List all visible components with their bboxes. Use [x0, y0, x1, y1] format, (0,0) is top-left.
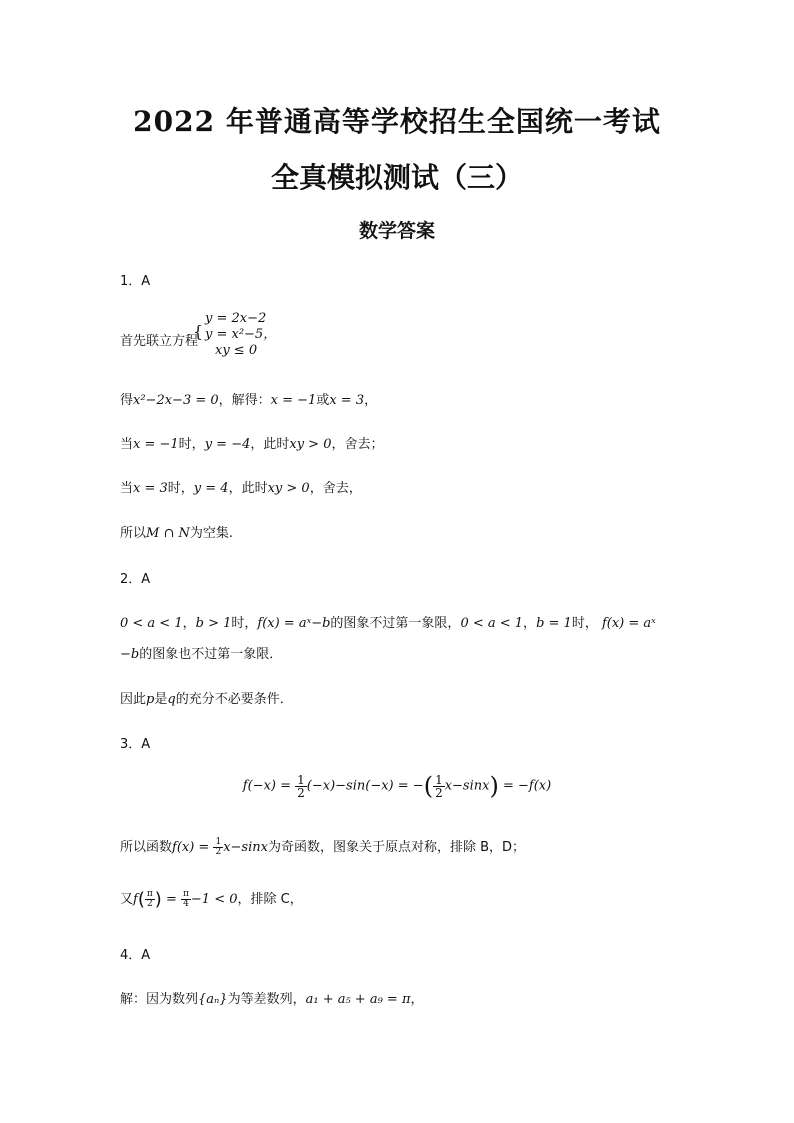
q1-line-4: 所以M ∩ N为空集.	[120, 526, 233, 541]
q1-number: 1．A	[120, 274, 151, 289]
q2-line-1: 0 < a < 1，b > 1时，f(x) = aˣ−b的图象不过第一象限，0 < a < 1，b = 1时， f(x) = aˣ	[120, 616, 656, 631]
q3-line-2: 又f( $\frac{\pi}{2}$ ) = $\frac{\pi}{4}$ −1 < 0，排除 C，	[120, 889, 303, 910]
q2-line-3: 因此p是q的充分不必要条件．	[120, 692, 293, 707]
q4-number: 4．A	[120, 948, 151, 963]
q4-line-1: 解：因为数列{aₙ}为等差数列，a₁ + a₅ + a₉ = π，	[120, 992, 424, 1007]
system-eq-1: y = 2x−2	[205, 311, 267, 326]
fraction-pi-half: $\frac{\pi}{2}$	[146, 889, 153, 909]
q1-line-2: 当x = −1时，y = −4，此时xy > 0，舍去；	[120, 437, 384, 452]
fraction-pi-quarter: $\frac{\pi}{4}$	[182, 889, 189, 909]
system-brace: {	[193, 322, 204, 341]
exam-subtitle: 全真模拟测试（三）	[270, 161, 523, 194]
q1-line-1: 得x²−2x−3 = 0，解得：x = −1或x = 3，	[120, 393, 378, 408]
fraction-half-2: $\frac{1}{2}$	[435, 772, 443, 800]
fraction-half-3: $\frac{1}{2}$	[215, 837, 222, 857]
system-eq-3: xy ≤ 0	[215, 343, 258, 358]
q3-line-1: 所以函数f(x) = $\frac{1}{2}$ x−sinx为奇函数，图象关于原点对称，排除 B，D；	[120, 837, 526, 857]
q1-intro: 首先联立方程	[120, 334, 199, 349]
fraction-half: $\frac{1}{2}$	[297, 772, 305, 800]
system-eq-2: y = x²−5，	[205, 327, 277, 342]
q2-line-2: −b的图象也不过第一象限．	[120, 647, 283, 662]
answer-heading: 数学答案	[358, 220, 435, 242]
q2-number: 2．A	[120, 572, 151, 587]
q1-line-3: 当x = 3时，y = 4，此时xy > 0，舍去，	[120, 481, 362, 496]
q3-main-equation: f(−x) = $\frac{1}{2}$ (−x)−sin(−x) = −( $\frac{1}{2}$ x−sinx) = −f(x)	[242, 772, 552, 800]
q3-number: 3．A	[120, 737, 151, 752]
exam-title: 2022 年普通高等学校招生全国统一考试	[133, 105, 661, 138]
equation-system	[205, 311, 276, 359]
